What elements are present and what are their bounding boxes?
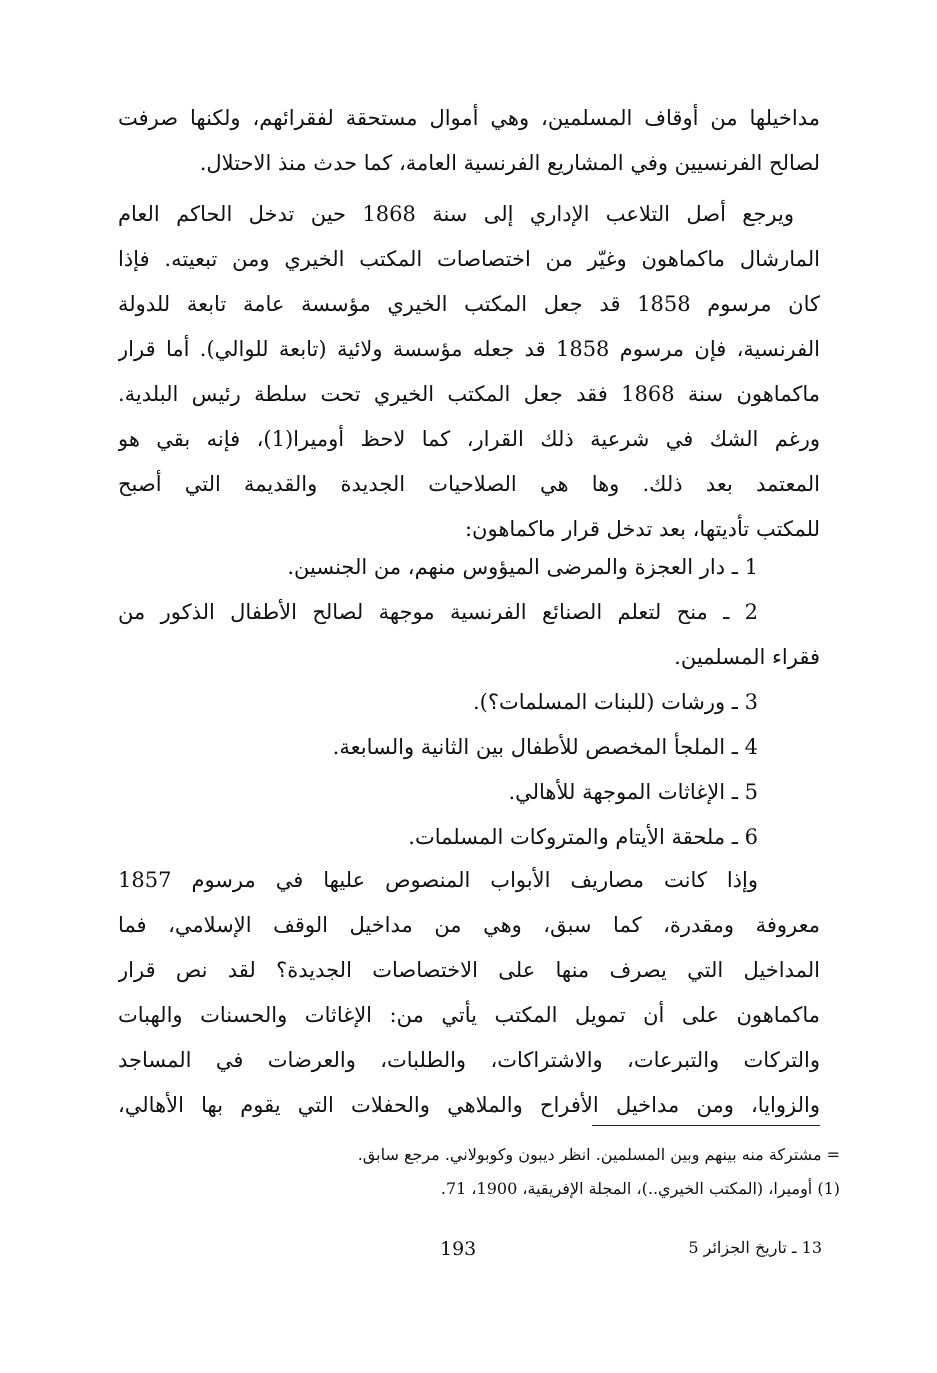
text-line: للمكتب تأديتها، بعد تدخل قرار ماكماهون: [464,517,820,541]
footnote-separator [592,1125,820,1126]
text-line: الفرنسية، فإن مرسوم 1858 قد جعله مؤسسة ولائية (تابعة للوالي). أما قرار [118,337,820,361]
page-footer [0,1232,937,1272]
paragraph-2 [118,192,820,552]
list-item: 1 ـ دار العجزة والمرضى الميؤوس منهم، من الجنسين. [287,555,758,579]
text-line: معروفة ومقدرة، كما سبق، وهي من مداخيل الوقف الإسلامي، فما [118,913,820,937]
text-line: ورغم الشك في شرعية ذلك القرار، كما لاحظ أوميرا(1)، فإنه بقي هو [118,427,820,451]
list-item: 4 ـ الملجأ المخصص للأطفال بين الثانية والسابعة. [332,735,758,759]
text-line: مداخيلها من أوقاف المسلمين، وهي أموال مستحقة لفقرائهم، ولكنها صرفت [118,106,820,130]
text-line: والتركات والتبرعات، والاشتراكات، والطلبات، والعرضات في المساجد [118,1048,820,1072]
list-item: 6 ـ ملحقة الأيتام والمتروكات المسلمات. [408,825,758,849]
numbered-list [118,545,820,860]
text-line: والزوايا، ومن مداخيل الأفراح والملاهي والحفلات التي يقوم بها الأهالي، [118,1093,820,1117]
paragraph-1 [118,96,820,186]
paragraph-3 [118,858,820,1128]
text-line: المارشال ماكماهون وغيّر من اختصاصات المكتب الخيري ومن تبعيته. فإذا [118,247,820,271]
footnotes [200,1138,840,1206]
text-line: وإذا كانت مصاريف الأبواب المنصوص عليها في مرسوم 1857 [118,868,758,892]
text-line: لصالح الفرنسيين وفي المشاريع الفرنسية العامة، كما حدث منذ الاحتلال. [199,151,820,175]
list-item-continuation: فقراء المسلمين. [674,645,820,669]
list-item: 5 ـ الإغاثات الموجهة للأهالي. [508,780,758,804]
text-line: المعتمد بعد ذلك. وها هي الصلاحيات الجديدة والقديمة التي أصبح [118,472,820,496]
text-line: ويرجع أصل التلاعب الإداري إلى سنة 1868 حين تدخل الحاكم العام [118,202,795,226]
footnote-1: (1) أوميرا، (المكتب الخيري..)، المجلة الإفريقية، 1900، 71. [440,1179,840,1198]
text-line: المداخيل التي يصرف منها على الاختصاصات الجديدة؟ لقد نص قرار [118,958,820,982]
text-line: ماكماهون على أن تمويل المكتب يأتي من: الإغاثات والحسنات والهبات [118,1003,820,1027]
list-item: 3 ـ ورشات (للبنات المسلمات؟). [472,690,758,714]
footnote-continuation: = مشتركة منه بينهم وبين المسلمين. انظر ديبون وكوبولاني. مرجع سابق. [357,1145,840,1164]
page-number: 193 [440,1238,477,1260]
text-line: كان مرسوم 1858 قد جعل المكتب الخيري مؤسسة عامة تابعة للدولة [118,292,820,316]
list-item: 2 ـ منح لتعلم الصنائع الفرنسية موجهة لصالح الأطفال الذكور من [118,600,758,624]
running-footer: 13 ـ تاريخ الجزائر 5 [688,1238,822,1257]
text-line: ماكماهون سنة 1868 فقد جعل المكتب الخيري تحت سلطة رئيس البلدية. [118,382,820,406]
